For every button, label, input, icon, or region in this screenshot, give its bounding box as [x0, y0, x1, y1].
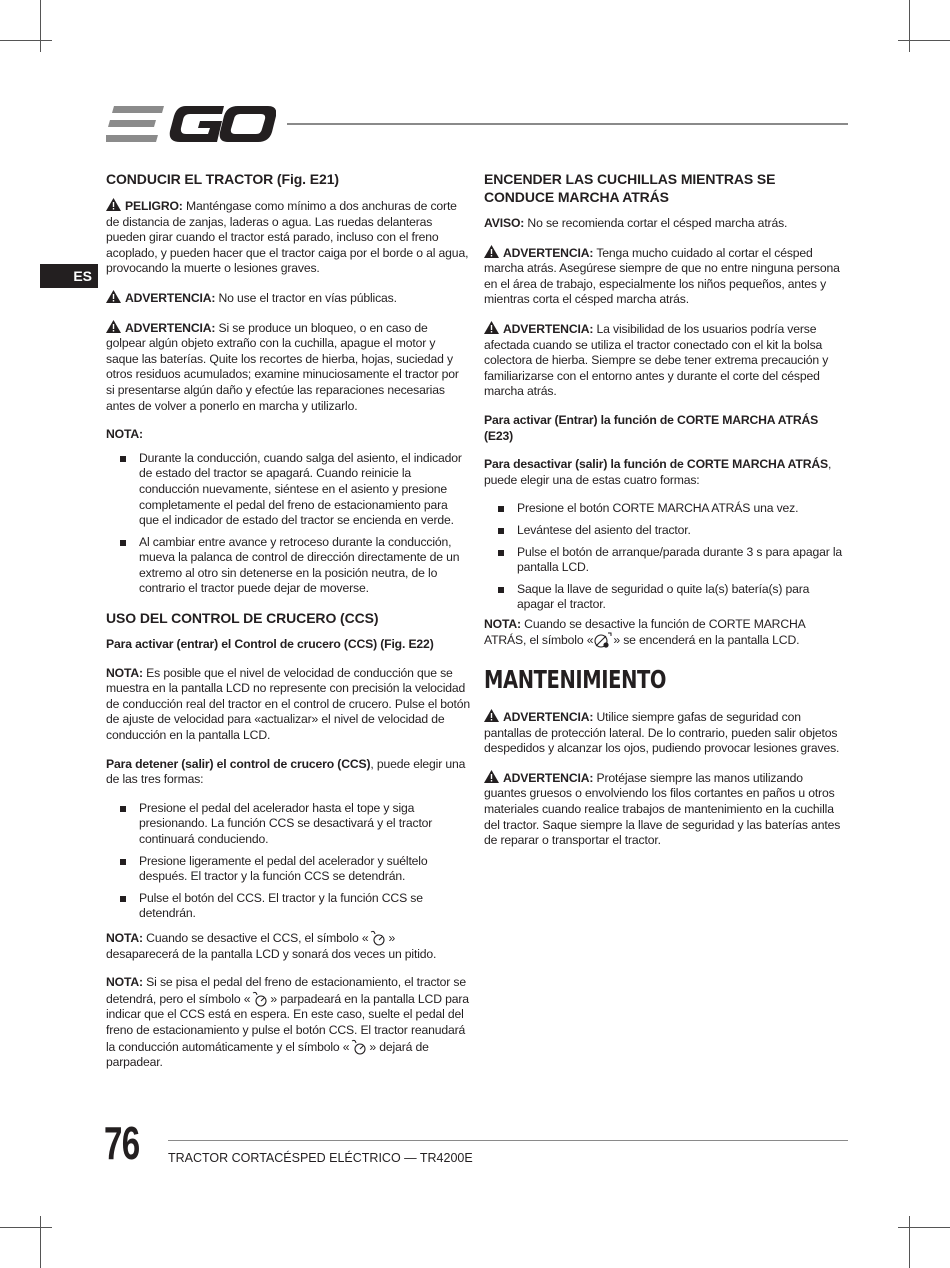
- notice-paragraph: AVISO: No se recomienda cortar el césped marcha atrás.: [484, 216, 788, 230]
- crop-mark: [909, 0, 910, 52]
- warning-paragraph: ADVERTENCIA: Tenga mucho cuidado al cortar el césped marcha atrás. Asegúrese siempre de que no entre ninguna persona en el área de trabajo, especialmente los niños pequeños, antes y mientras corta el césped marcha atrás.: [484, 245, 840, 307]
- warning-triangle-icon: [484, 245, 499, 258]
- crop-mark: [40, 1216, 41, 1268]
- note-paragraph: NOTA: Cuando se desactive la función de CORTE MARCHA ATRÁS, el símbolo « » se encenderá en la pantalla LCD.: [484, 616, 805, 648]
- section-title-driving: CONDUCIR EL TRACTOR (Fig. E21): [106, 171, 339, 187]
- instruction-paragraph: Para detener (salir) el control de crucero (CCS), puede elegir una de las tres formas:: [106, 756, 466, 787]
- list-item: Pulse el botón del CCS. El tractor y la función CCS se detendrán.: [106, 891, 470, 922]
- list-item: Al cambiar entre avance y retroceso durante la conducción, mueva la palanca de control de dirección directamente de un extremo al otro sin detenerse en la posición neutra, de lo contrario el tractor puede dejar de moverse.: [106, 535, 470, 597]
- note-label: NOTA:: [106, 427, 143, 442]
- list-item: Pulse el botón de arranque/parada durante 3 s para apagar la pantalla LCD.: [484, 545, 848, 576]
- section-title-maintenance: MANTENIMIENTO: [484, 665, 667, 695]
- note-paragraph: NOTA: Es posible que el nivel de velocidad de conducción que se muestra en la pantalla LCD no represente con precisión la velocidad de conducción real del tractor en el control de crucero. Pulse el botón de ajuste de velocidad para «actualizar» el nivel de velocidad de conducción en la pantalla LCD.: [106, 665, 470, 743]
- ccs-exit-list: [106, 801, 470, 922]
- language-tab: ES: [40, 264, 98, 288]
- cruise-control-icon: [250, 991, 270, 1007]
- list-item: Presione el pedal del acelerador hasta el tope y siga presionando. La función CCS se desactivará y el tractor continuará conduciendo.: [106, 801, 470, 848]
- warning-paragraph: ADVERTENCIA: La visibilidad de los usuarios podría verse afectada cuando se utiliza el tractor conectado con el kit la bolsa colectora de hierba. Siempre se debe tener extrema precaución y familiarizarse con el entorno antes y durante el corte del césped marcha atrás.: [484, 321, 829, 399]
- section-title-reverse-mowing: ENCENDER LAS CUCHILLAS MIENTRAS SE CONDUCE MARCHA ATRÁS: [484, 171, 776, 205]
- cruise-control-icon: [349, 1039, 369, 1055]
- list-item: Levántese del asiento del tractor.: [484, 523, 848, 539]
- crop-mark: [40, 0, 41, 52]
- warning-paragraph: ADVERTENCIA: Protéjase siempre las manos utilizando guantes gruesos o envolviendo los filos cortantes en paños u otros materiales cuando realice trabajos de mantenimiento en la cuchilla del tractor. Saque siempre la llave de seguridad y las baterías antes de reparar o transportar el tractor.: [484, 770, 841, 848]
- warning-triangle-icon: [106, 290, 121, 303]
- warning-triangle-icon: [484, 709, 499, 722]
- reverse-exit-list: [484, 501, 848, 613]
- instruction-paragraph: Para desactivar (salir) la función de CORTE MARCHA ATRÁS, puede elegir una de estas cuatro formas:: [484, 457, 832, 487]
- ego-logo: [106, 104, 276, 144]
- warning-triangle-icon: [106, 198, 121, 211]
- crop-mark: [909, 1216, 910, 1268]
- list-item: Durante la conducción, cuando salga del asiento, el indicador de estado del tractor se apagará. Cuando reinicie la conducción nuevamente, siéntese en el asiento y presione completamente el pedal del freno de estacionamiento para que el indicador de estado del tractor se encienda en verde.: [106, 451, 470, 529]
- reverse-mowing-icon: [593, 632, 613, 648]
- subheading-activate-reverse: Para activar (Entrar) la función de CORTE MARCHA ATRÁS (E23): [484, 412, 819, 443]
- warning-paragraph: ADVERTENCIA: No use el tractor en vías públicas.: [106, 290, 470, 307]
- list-item: Presione el botón CORTE MARCHA ATRÁS una vez.: [484, 501, 848, 517]
- note-paragraph: NOTA: Cuando se desactive el CCS, el símbolo « » desaparecerá de la pantalla LCD y sonará dos veces un pitido.: [106, 930, 437, 961]
- danger-paragraph: PELIGRO: Manténgase como mínimo a dos anchuras de corte de distancia de zanjas, laderas o agua. Las ruedas delanteras pueden girar cuando el tractor está parado, incluso con el freno acoplado, y pueden hacer que el tractor caiga por el borde o al agua, provocando la muerte o lesiones graves.: [106, 199, 469, 276]
- warning-paragraph: ADVERTENCIA: Utilice siempre gafas de seguridad con pantallas de protección lateral. De lo contrario, pueden salir objetos despedidos y alcanzar los ojos, pudiendo provocar lesiones graves.: [484, 710, 840, 756]
- list-item: Presione ligeramente el pedal del acelerador y suéltelo después. El tractor y la función CCS se detendrán.: [106, 854, 470, 885]
- note-paragraph: NOTA: Si se pisa el pedal del freno de estacionamiento, el tractor se detendrá, pero el símbolo « » parpadeará en la pantalla LCD para indicar que el CCS está en espera. En este caso, suelte el pedal del freno de estacionamiento y pulse el botón CCS. El tractor reanudará la conducción automáticamente y el símbolo « » dejará de parpadear.: [106, 975, 469, 1070]
- crop-mark: [898, 40, 950, 41]
- warning-triangle-icon: [484, 321, 499, 334]
- footer-rule: [168, 1140, 848, 1141]
- list-item: Saque la llave de seguridad o quite la(s) batería(s) para apagar el tractor.: [484, 582, 848, 613]
- right-column: [484, 170, 848, 862]
- crop-mark: [898, 1227, 950, 1228]
- warning-triangle-icon: [106, 320, 121, 333]
- subheading-activate-ccs: Para activar (entrar) el Control de crucero (CCS) (Fig. E22): [106, 637, 434, 652]
- warning-triangle-icon: [484, 770, 499, 783]
- footer-title: TRACTOR CORTACÉSPED ELÉCTRICO — TR4200E: [168, 1151, 473, 1165]
- cruise-control-icon: [368, 930, 388, 946]
- crop-mark: [0, 1227, 52, 1228]
- header-rule: [287, 123, 848, 125]
- page-number: 76: [104, 1117, 140, 1169]
- section-title-cruise-control: USO DEL CONTROL DE CRUCERO (CCS): [106, 610, 379, 627]
- note-list: [106, 451, 470, 597]
- left-column: [106, 170, 470, 1084]
- crop-mark: [0, 40, 52, 41]
- warning-paragraph: ADVERTENCIA: Si se produce un bloqueo, o en caso de golpear algún objeto extraño con la cuchilla, apague el motor y saque las baterías. Quite los recortes de hierba, hojas, suciedad y otros residuos acumulados; examine minuciosamente el tractor por si presentarse algún daño y efectúe las reparaciones necesarias antes de volver a ponerlo en marcha y utilizarlo.: [106, 320, 459, 413]
